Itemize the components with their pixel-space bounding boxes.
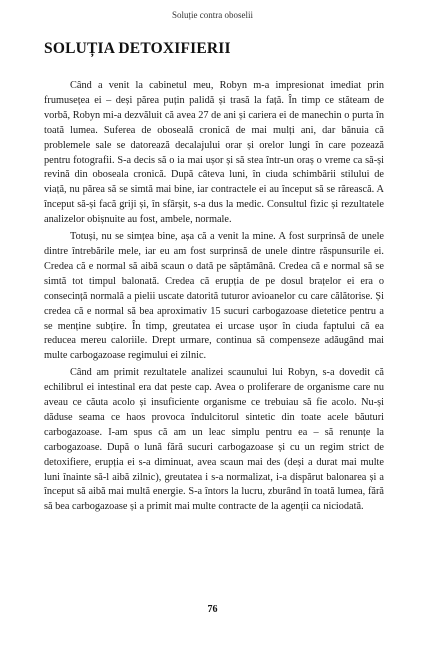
paragraph-1: Când a venit la cabinetul meu, Robyn m-a impresionat imediat prin frumusețea ei – deși părea puțin palidă și trasă la față. În timp ce stăteam de vorbă, Robyn mi-a dezvăluit că avea 27 de ani și cariera ei de manechin o purta în toată lumea. Suferea de oboseală cronică de mai mulți ani, dar bănuia că problemele sale se datorează decalajului orar și orelor lungi în care pozează pentru fotografii. S-a decis să o ia mai ușor și să stea într-un oraș o vreme ca să-și revină din oboseala cronică. După câteva luni, în ciuda schimbării stilului de viață, nu părea să se simtă mai bine, iar contractele ei au început să se rărească. A început să-și facă griji și, în sfârșit, s-a dus la medic. Consultul fizic și rezultatele analizelor obișnuite au fost, ambele, normale. — [44, 80, 384, 226]
paragraph-3: Când am primit rezultatele analizei scaunului lui Robyn, s-a dovedit că echilibrul ei intestinal era dat peste cap. Avea o proliferare de organisme care nu aveau ce căuta acolo și insuficiente organisme ce trebuiau să fie acolo. Nu-și dăduse seama ce haos provoca îndulcitorul sintetic din toate acele băuturi carbogazoase. I-am spus că am un leac simplu pentru ea – să renunțe la carbogazoase. După o lună fără sucuri carbogazoase și cu un regim strict de detoxifiere, erupția ei s-a diminuat, avea scaun mai des (deși a durat mai multe luni înainte să-l aibă zilnic), greutatea i s-a normalizat, i-a dispărut balonarea și a început să aibă mai multă energie. S-a întors la lucru, zburând în toată lumea, fără să bea carbogazoase și a primit mai multe contracte de la agenții ca niciodată. — [44, 367, 384, 513]
running-header: Soluție contra oboselii — [172, 10, 253, 20]
chapter-title: SOLUȚIA DETOXIFIERII — [44, 40, 231, 57]
paragraph-2: Totuși, nu se simțea bine, așa că a venit la mine. A fost surprinsă de unele dintre întrebările mele, iar eu am fost surprinsă de unele dintre răspunsurile ei. Credea că e normal să aibă scaun o dată pe săptămână. Credea că e normal să se simtă tot timpul balonată. Credea că erupția de pe dosul brațelor ei era o consecință normală a pielii uscate datorită tuturor avioanelor cu care călătorise. Și credea că e normal să bea aproximativ 15 sucuri carbogazoase dietetice pentru a se menține subțire. În timp, greutatea ei urcase ușor în ciuda faptului că ea reducea mereu caloriile. Drept urmare, continua să compenseze adăugând mai multe carbogazoase regimului ei zilnic. — [44, 231, 384, 362]
body-text — [44, 79, 384, 515]
page-number: 76 — [207, 604, 218, 615]
